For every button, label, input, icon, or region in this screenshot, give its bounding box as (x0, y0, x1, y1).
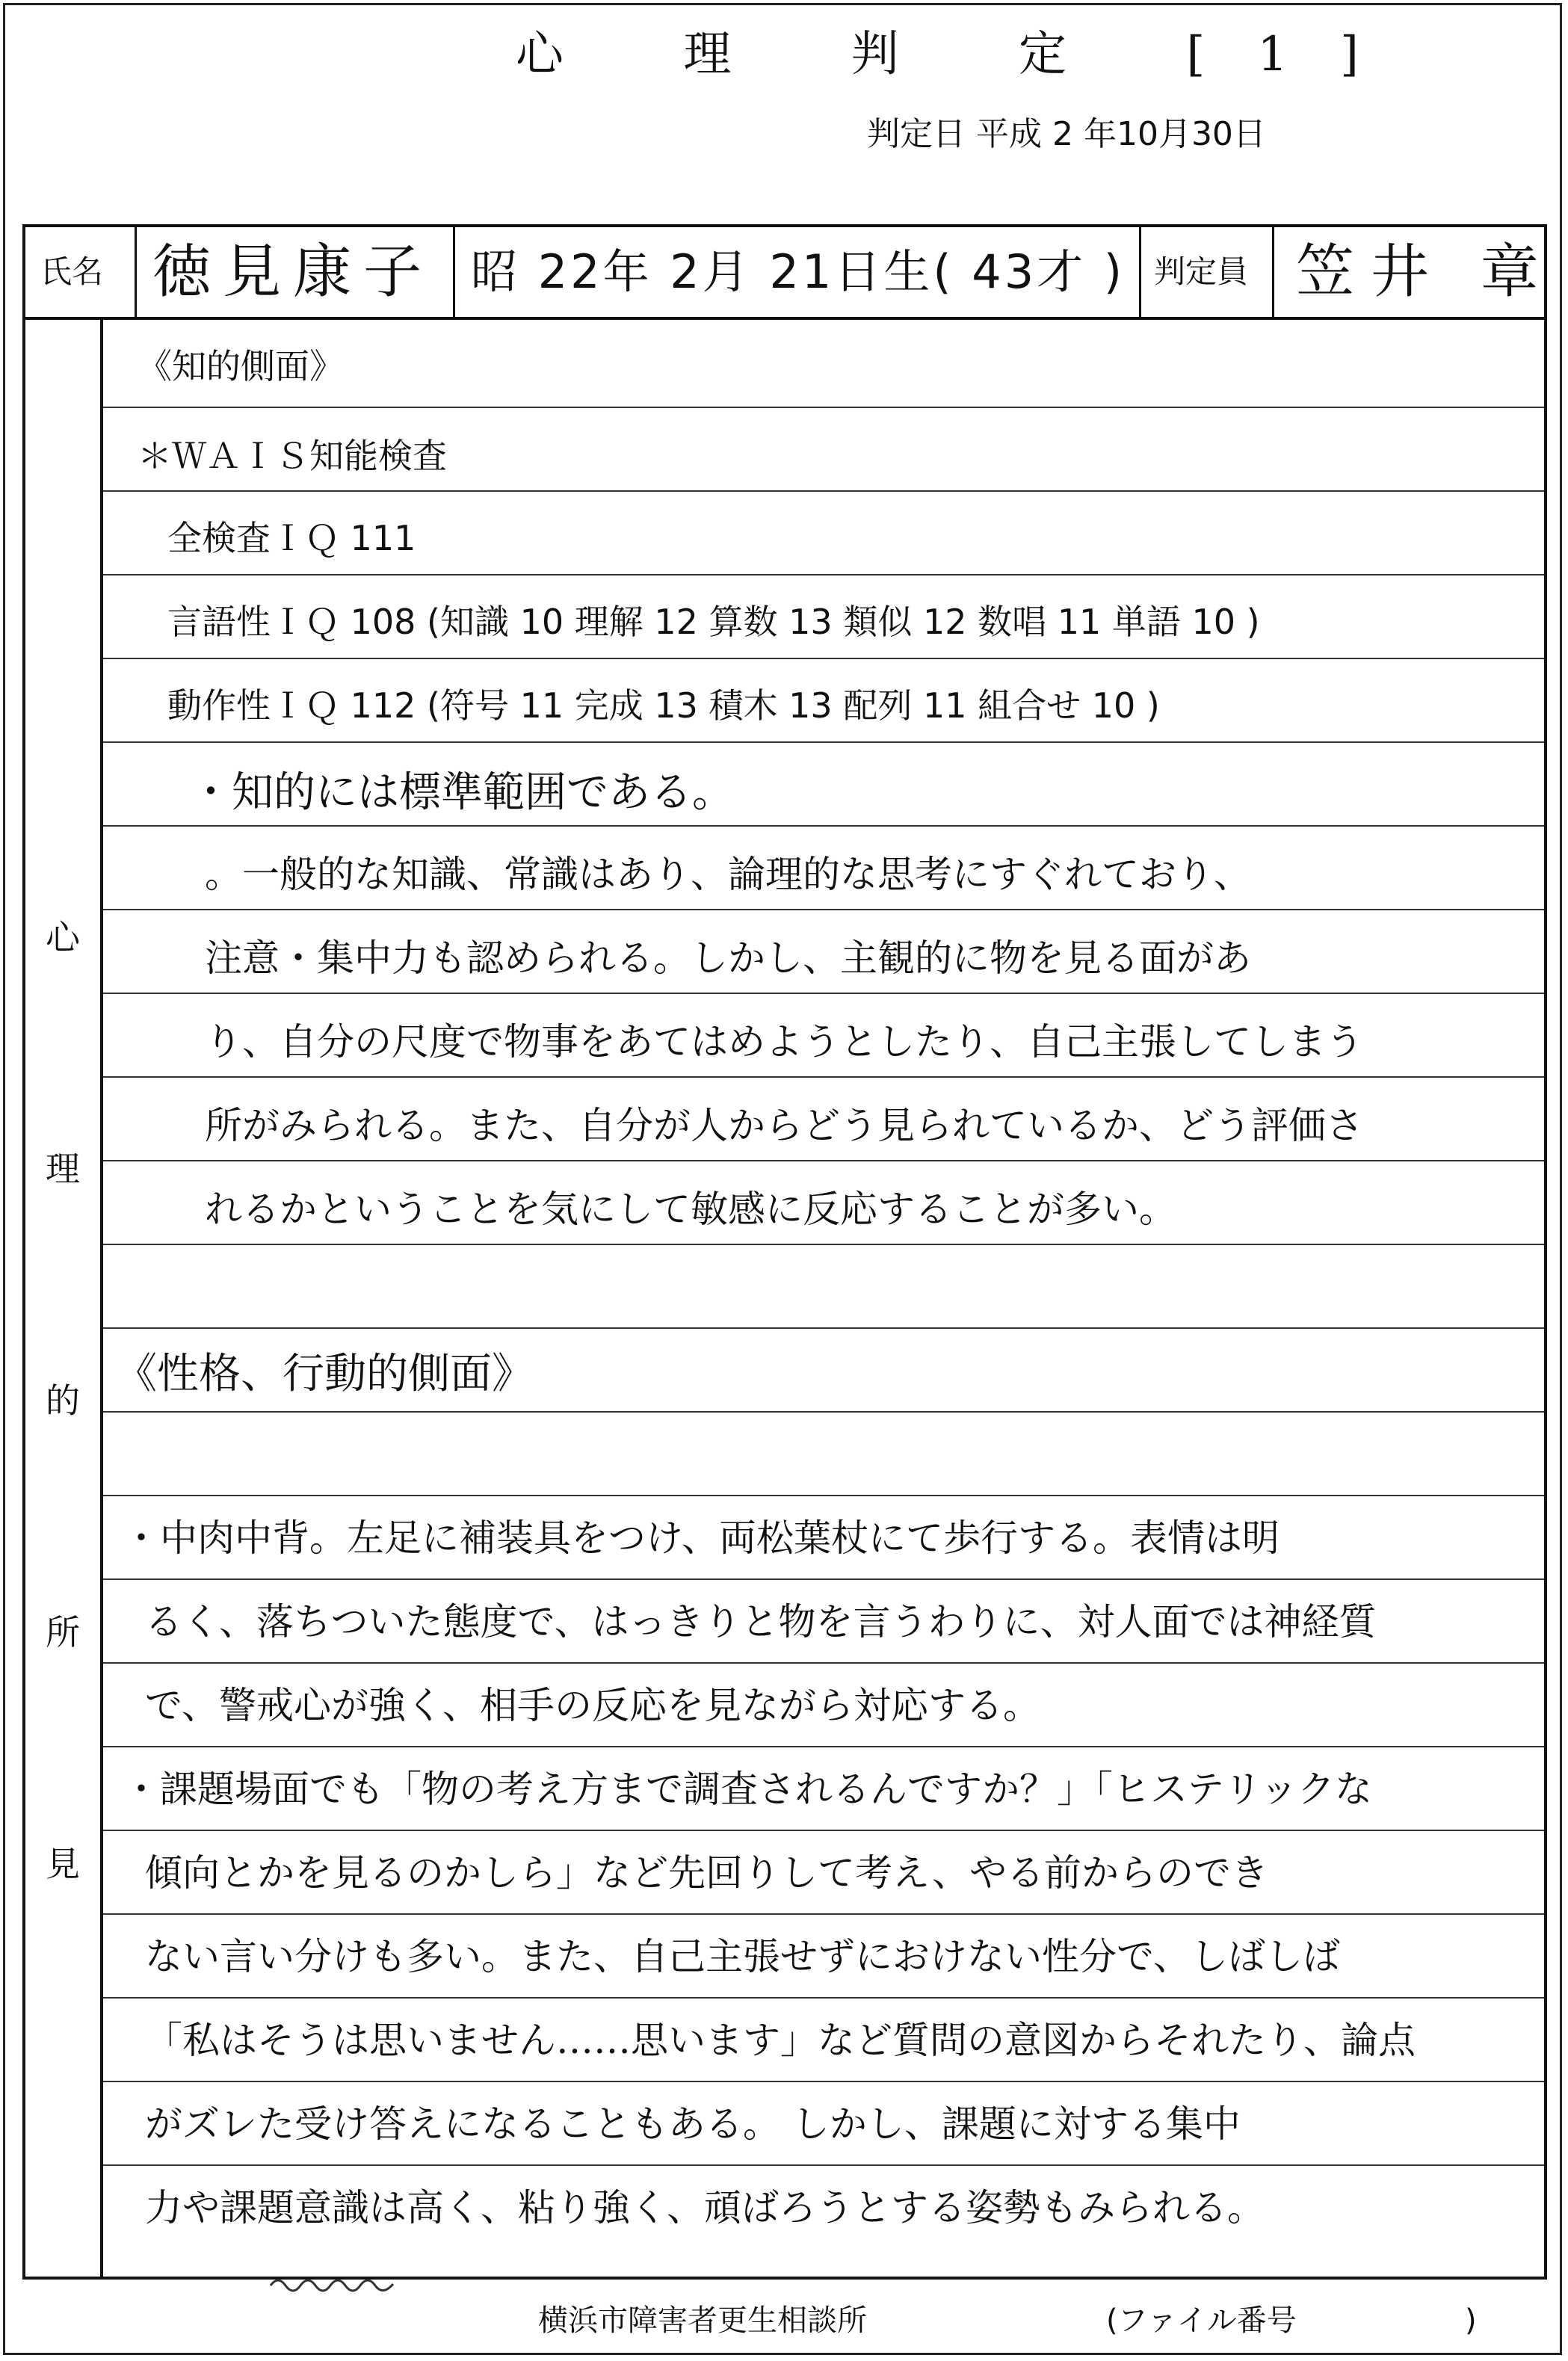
assessment-form (22, 224, 1555, 2280)
ruled-line (103, 1578, 1544, 1580)
text-line: れるかということを気にして敏感に反応することが多い。 (205, 1188, 1176, 1231)
section-heading-personality: 《性格、行動的側面》 (115, 1350, 534, 1398)
ruled-line (103, 1746, 1544, 1747)
header-divider (453, 227, 455, 317)
ruled-line (103, 909, 1544, 910)
ruled-line (103, 741, 1544, 743)
ruled-line (103, 1076, 1544, 1078)
document-title: 心 理 判 定 [1] (516, 27, 1412, 82)
ruled-line (103, 490, 1544, 492)
text-line: ・中肉中背。左足に補装具をつけ、両松葉杖にて歩行する。表情は明 (123, 1516, 1280, 1560)
performance-iq: 動作性ＩＱ 112 (符号 11 完成 13 積木 13 配列 11 組合せ 10 ) (167, 685, 1160, 726)
ruled-line (103, 1411, 1544, 1413)
header-divider (135, 227, 137, 317)
ruled-line (103, 1244, 1544, 1245)
header-divider (1272, 227, 1274, 317)
text-line: 傾向とかを見るのかしら」など先回りして考え、やる前からのでき (145, 1851, 1268, 1895)
text-line: がズレた受け答えになることもある。 しかし、課題に対する集中 (145, 2102, 1241, 2146)
text-line: ・知的には標準範囲である。 (190, 768, 734, 817)
birth-date: 昭 22年 2月 21日生( 43才 ) (471, 244, 1126, 299)
ruled-line (103, 1997, 1544, 1999)
text-line: り、自分の尺度で物事をあてはめようとしたり、自己主張してしまう (205, 1020, 1363, 1064)
judge-label: 判定員 (1154, 253, 1249, 290)
side-label-char: 的 (46, 1380, 80, 1421)
text-line: 。一般的な知識、常識はあり、論理的な思考にすぐれており、 (205, 853, 1251, 896)
ruled-line (103, 2164, 1544, 2166)
verbal-iq: 言語性ＩＱ 108 (知識 10 理解 12 算数 13 類似 12 数唱 11 単語 10 ) (167, 602, 1260, 642)
name-value: 徳見康子 (152, 238, 434, 306)
footer (538, 2298, 1510, 2343)
ruled-line (103, 1160, 1544, 1161)
ruled-line (103, 1495, 1544, 1496)
text-line: ・課題場面でも「物の考え方まで調査されるんですか？」「ヒステリックな (123, 1768, 1372, 1811)
text-line: るく、落ちついた態度で、はっきりと物を言うわりに、対人面では神経質 (145, 1600, 1377, 1644)
header-row (25, 227, 1555, 320)
scribble-mark (269, 2272, 396, 2294)
file-number-close: ) (1465, 2303, 1477, 2338)
test-name: ＊ＷＡＩＳ知能検査 (138, 436, 447, 476)
side-label-char: 理 (46, 1149, 80, 1189)
office-name: 横浜市障害者更生相談所 (538, 2303, 867, 2338)
ruled-line (103, 2081, 1544, 2082)
text-line: ない言い分けも多い。また、自己主張せずにおけない性分で、しばしば (145, 1935, 1340, 1978)
ruled-line (103, 1662, 1544, 1664)
ruled-line (103, 658, 1544, 659)
name-label: 氏名 (40, 253, 104, 290)
text-line: で、警戒心が強く、相手の反応を見ながら対応する。 (145, 1684, 1040, 1727)
judgment-date: 判定日 平成 2 年10月30日 (867, 115, 1266, 153)
side-label-char: 見 (46, 1844, 80, 1884)
ruled-line (103, 1327, 1544, 1329)
ruled-line (103, 1830, 1544, 1831)
text-line: 所がみられる。また、自分が人からどう見られているか、どう評価さ (205, 1104, 1363, 1147)
side-label-char: 心 (46, 917, 80, 957)
full-scale-iq: 全検査ＩＱ 111 (167, 518, 416, 558)
text-line: 力や課題意識は高く、粘り強く、頑ばろうとする姿勢もみられる。 (145, 2186, 1265, 2229)
text-line: 「私はそうは思いません……思います」など質問の意図からそれたり、論点 (145, 2019, 1416, 2062)
ruled-line (103, 1913, 1544, 1915)
section-heading-intellectual: 《知的側面》 (138, 346, 344, 386)
side-label-char: 所 (46, 1612, 80, 1652)
judge-value: 笠井 章 (1296, 238, 1555, 306)
header-divider (1139, 227, 1141, 317)
ruled-line (103, 407, 1544, 408)
side-column (25, 317, 103, 2277)
text-line: 注意・集中力も認められる。しかし、主観的に物を見る面があ (205, 936, 1251, 980)
file-number-label: (ファイル番号 (1106, 2303, 1297, 2338)
ruled-line (103, 574, 1544, 575)
ruled-line (103, 825, 1544, 827)
ruled-line (103, 993, 1544, 994)
